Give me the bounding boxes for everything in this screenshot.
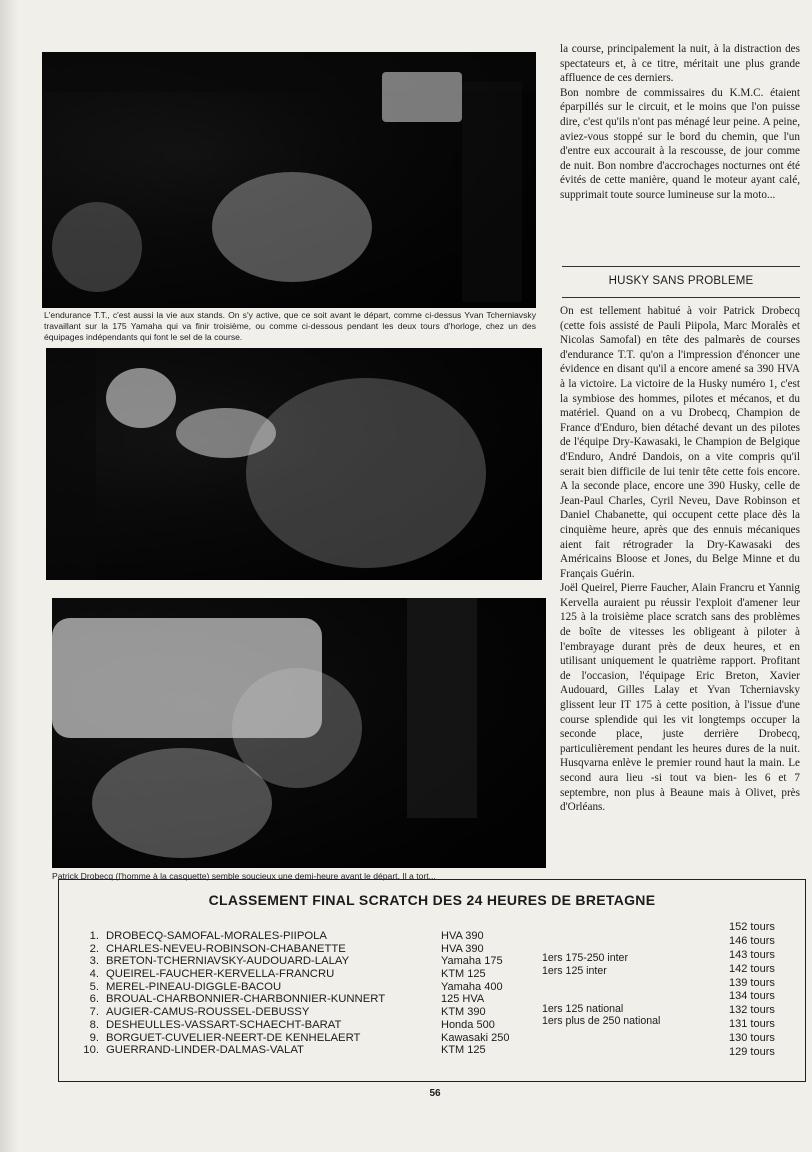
machine-cell: KTM 125 <box>441 1044 486 1057</box>
laps-cell: 139 tours <box>729 976 775 989</box>
machine-cell: HVA 390 <box>441 930 484 942</box>
section-heading: HUSKY SANS PROBLEME <box>562 266 800 298</box>
results-row: 10. GUERRAND-LINDER-DALMAS-VALAT <box>83 1044 304 1057</box>
results-row: 3. BRETON-TCHERNIAVSKY-AUDOUARD-LALAY <box>89 955 350 968</box>
machine-cell: Honda 500 <box>441 1018 495 1031</box>
results-row: 2. CHARLES-NEVEU-ROBINSON-CHABANETTE <box>89 942 346 955</box>
photo-pit-stand-night <box>46 348 542 580</box>
laps-cell: 143 tours <box>729 948 775 961</box>
article-column-top <box>560 42 800 203</box>
photo-paddock-elf <box>52 598 546 868</box>
page-number: 56 <box>429 1088 441 1099</box>
page-edge-shadow <box>0 0 18 1152</box>
category-cell <box>542 977 660 990</box>
laps-cell: 146 tours <box>729 934 775 947</box>
results-machines <box>441 930 510 1057</box>
laps-cell: 130 tours <box>729 1032 775 1045</box>
photo-caption-top: L'endurance T.T., c'est aussi la vie aux stands. On s'y active, que ce soit avant le départ, comme ci-dessus Yvan Tcherniavsky travaillant sur la 175 Yamaha qui va finir troisième, ou comme ci-dessous pendant les deux tours d'horloge, chez un des équipages indépendants qui font le sel de la course. <box>44 310 536 342</box>
category-cell: 1ers 125 national <box>542 1002 624 1015</box>
results-title: CLASSEMENT FINAL SCRATCH DES 24 HEURES DE BRETAGNE <box>208 892 656 908</box>
laps-cell: 152 tours <box>729 921 775 933</box>
results-row: 6. BROUAL-CHARBONNIER-CHARBONNIER-KUNNERT <box>89 993 386 1006</box>
category-cell: 1ers plus de 250 national <box>542 1015 661 1028</box>
results-row: 7. AUGIER-CAMUS-ROUSSEL-DEBUSSY <box>89 1006 310 1019</box>
results-row: 1. DROBECQ-SAMOFAL-MORALES-PIIPOLA <box>89 930 327 942</box>
laps-cell: 129 tours <box>729 1046 775 1059</box>
results-teams <box>81 930 385 1057</box>
article-paragraph: Joël Queirel, Pierre Faucher, Alain Francru et Yannig Kervella auraient pu réussir l'exploit d'amener leur 125 à la troisième place scratch sans des problèmes de boîte de vitesses les obligeant à piloter à l'embrayage durant près de deux heures, et en utilisant uniquement le quatrième rapport. Profitant de l'occasion, l'équipage Eric Breton, Xavier Audouard, Gilles Lalay et Yvan Tcherniavsky glissent leur IT 175 à cette position, à l'issue d'une course splendide qui les vit longtemps occuper la seconde place, juste derrière Drobecq, particulièrement pendant les heures dures de la nuit. Husqvarna enlève le premier round haut la main. Le second aura lieu -si tout va bien- les 6 et 7 septembre, non plus à Beaune mais à Olivet, près d'Orléans. <box>560 582 800 814</box>
results-row: 5. MEREL-PINEAU-DIGGLE-BACOU <box>89 980 282 993</box>
machine-cell: KTM 390 <box>441 1006 486 1019</box>
laps-cell: 132 tours <box>729 1004 775 1017</box>
laps-cell: 142 tours <box>729 962 775 975</box>
results-categories <box>542 952 660 1028</box>
results-row: 9. BORGUET-CUVELIER-NEERT-DE KENHELAERT <box>89 1031 361 1044</box>
results-laps <box>729 921 775 1060</box>
article-paragraph: la course, principalement la nuit, à la distraction des spectateurs et, à ce titre, méritait une plus grande affluence de ces derniers. <box>560 43 800 85</box>
machine-cell: Yamaha 400 <box>441 980 503 993</box>
article-paragraph: On est tellement habitué à voir Patrick Drobecq (cette fois assisté de Pauli Piipola, Marc Moralès et Nicolas Samofal) en tête des palmarès de courses d'endurance T.T. qu'on a l'impression d'énoncer une évidence en disant qu'il a encore amené sa 390 HVA à la victoire. La victoire de la Husky numéro 1, c'est la symbiose des hommes, pilotes et mécanos, et du matériel. Quand on a vu Drobecq, Champion de France d'Enduro, bien détaché devant un des pilotes de l'équipe Dry-Kawasaki, le Champion de Belgique d'Enduro, André Dandois, on a vite compris qu'il serait bien difficile de lui tenir tête cette fois encore. A la seconde place, encore une 390 Husky, celle de Jean-Paul Charles, Cyril Neveu, Dave Robinson et Daniel Chabanette, qui occupent cette place dès la cinquième heure, après que des ennuis mécaniques aient fait rétrograder la Dry-Kawasaki des Américains Bloose et Jones, du Belge Minne et du Français Guérin. <box>560 305 800 580</box>
article-column-bottom <box>560 304 800 815</box>
results-row: 8. DESHEULLES-VASSART-SCHAECHT-BARAT <box>89 1018 342 1031</box>
machine-cell: KTM 125 <box>441 968 486 981</box>
machine-cell: HVA 390 <box>441 942 484 955</box>
machine-cell: Yamaha 175 <box>441 955 503 968</box>
article-paragraph: Bon nombre de commissaires du K.M.C. étaient éparpillés sur le circuit, et le moins que l'on puisse dire, c'est qu'ils n'ont pas ménagé leur peine. A peine, aviez-vous stoppé sur le bord du chemin, que l'un d'entre eux accourait à la rescousse, de jour comme de nuit. Bon nombre d'accrochages nocturnes ont été évités de cette manière, quand le moteur ayant calé, supprimait toute source lumineuse sur la moto... <box>560 86 800 201</box>
results-table <box>58 879 806 1082</box>
results-row: 4. QUEIREL-FAUCHER-KERVELLA-FRANCRU <box>89 968 335 981</box>
photo-caption-bottom: Patrick Drobecq (l'homme à la casquette) semble soucieux une demi-heure avant le départ. Il a tort... <box>52 871 436 881</box>
category-cell <box>542 990 660 1003</box>
category-cell: 1ers 125 inter <box>542 964 607 977</box>
laps-cell: 134 tours <box>729 990 775 1003</box>
laps-cell: 131 tours <box>729 1018 775 1031</box>
photo-pit-stand-yamaha <box>42 52 536 308</box>
machine-cell: 125 HVA <box>441 993 485 1006</box>
machine-cell: Kawasaki 250 <box>441 1031 510 1044</box>
category-cell: 1ers 175-250 inter <box>542 952 628 964</box>
